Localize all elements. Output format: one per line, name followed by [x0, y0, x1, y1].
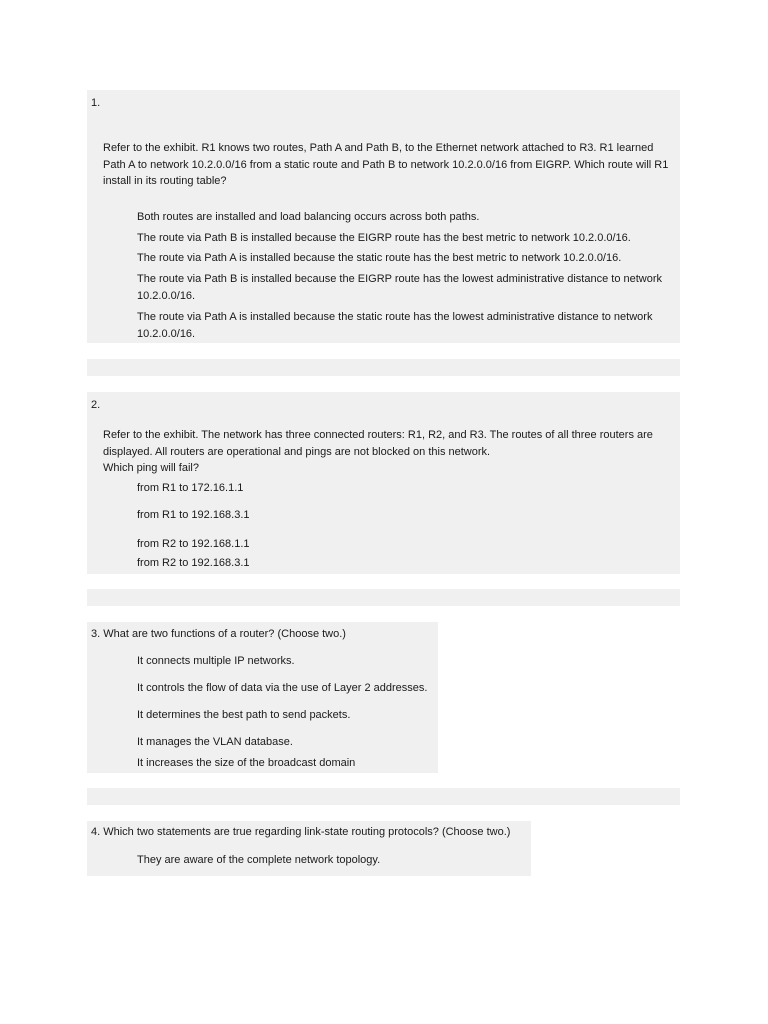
q3-option-5[interactable]: It increases the size of the broadcast domain — [137, 757, 356, 769]
q1-option-3[interactable]: The route via Path A is installed because the static route has the best metric to network 10.2.0.0/16. — [137, 252, 622, 264]
q3-option-1[interactable]: It connects multiple IP networks. — [137, 655, 295, 667]
q4-option-1[interactable]: They are aware of the complete network topology. — [137, 854, 381, 866]
question-2-number: 2. — [91, 399, 101, 411]
q1-option-2[interactable]: The route via Path B is installed because the EIGRP route has the best metric to network 10.2.0.0/16. — [137, 232, 631, 244]
question-3-text: 3. What are two functions of a router? (Choose two.) — [91, 628, 346, 640]
q1-option-1[interactable]: Both routes are installed and load balancing occurs across both paths. — [137, 211, 480, 223]
q2-option-2[interactable]: from R1 to 192.168.3.1 — [137, 509, 250, 521]
q3-option-2[interactable]: It controls the flow of data via the use of Layer 2 addresses. — [137, 682, 428, 694]
question-2-prompt: Which ping will fail? — [103, 462, 199, 474]
q2-option-1[interactable]: from R1 to 172.16.1.1 — [137, 482, 244, 494]
q1-option-4[interactable]: The route via Path B is installed because the EIGRP route has the lowest administrative distance to network 10.2.0.0/16. — [137, 273, 663, 302]
q3-option-4[interactable]: It manages the VLAN database. — [137, 736, 293, 748]
question-1-number: 1. — [91, 97, 101, 109]
q2-option-3[interactable]: from R2 to 192.168.1.1 — [137, 538, 250, 550]
q3-option-3[interactable]: It determines the best path to send packets. — [137, 709, 351, 721]
question-1-text: Refer to the exhibit. R1 knows two routes, Path A and Path B, to the Ethernet network attached to R3. R1 learned Path A to network 10.2.0.0/16 from a static route and Path B to network 10.2.0.0/16 from EIGRP. Which route will R1 install in its routing table? — [103, 142, 669, 187]
q1-option-5[interactable]: The route via Path A is installed because the static route has the lowest administrative distance to network 10.2.0.0/16. — [137, 311, 653, 340]
q2-option-4[interactable]: from R2 to 192.168.3.1 — [137, 557, 250, 569]
separator-bar — [87, 788, 680, 805]
separator-bar — [87, 359, 680, 376]
question-4-text: 4. Which two statements are true regarding link-state routing protocols? (Choose two.) — [91, 826, 511, 838]
separator-bar — [87, 589, 680, 606]
question-2-text: Refer to the exhibit. The network has three connected routers: R1, R2, and R3. The routes of all three routers are displayed. All routers are operational and pings are not blocked on this network. — [103, 429, 653, 458]
